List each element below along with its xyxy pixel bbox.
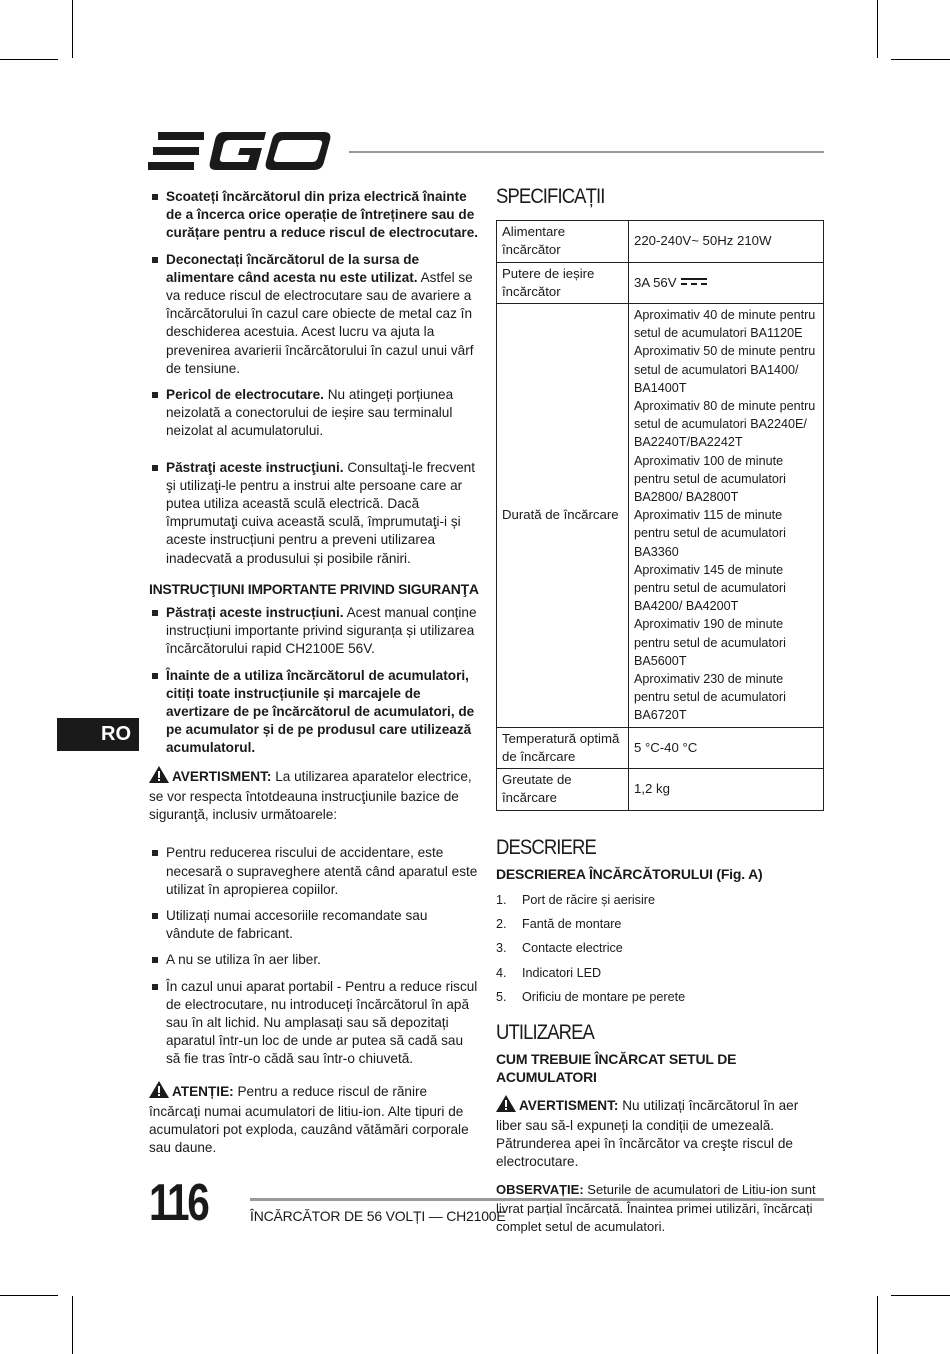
usage-heading: UTILIZAREA: [496, 1020, 594, 1044]
crop-mark: [0, 1295, 58, 1296]
footer-rule: [250, 1198, 824, 1201]
warning-block: AVERTISMENT: Nu utilizați încărcătorul în aer liber sau să-l expuneți la condiții de umezeală. Pătrunderea apei în încărcător va creşte riscul de electrocutare.: [496, 1095, 826, 1172]
table-row: Temperatură optimă de încărcare 5 °C-40 °C: [497, 727, 824, 768]
description-heading: DESCRIERE: [496, 835, 596, 859]
spec-heading: SPECIFICAȚII: [496, 185, 605, 208]
ego-logo: [148, 128, 333, 174]
table-row: Greutate de încărcare 1,2 kg: [497, 769, 824, 810]
spec-table: [496, 220, 824, 810]
crop-mark: [72, 0, 73, 58]
list-item: Înainte de a utiliza încărcătorul de acumulatori, citiți toate instrucțiunile și marcajele de avertizare de pe încărcătorul de acumulatori, de pe acumulator și de pe produsul care utilizează acumulatorul.: [149, 667, 479, 758]
usage-subheading: CUM TREBUIE ÎNCĂRCAT SETUL DE ACUMULATORI: [496, 1051, 737, 1086]
list-item: 5. Orificiu de montare pe perete: [496, 989, 686, 1004]
list-item: A nu se utiliza în aer liber.: [149, 951, 479, 969]
list-item: 2. Fantă de montare: [496, 917, 622, 932]
crop-mark: [891, 59, 950, 60]
warning-triangle-icon: [149, 766, 169, 788]
crop-mark: [0, 59, 58, 60]
list-item: În cazul unui aparat portabil - Pentru a reduce riscul de electrocutare, nu introduceți încărcătorul în apă sau în alt lichid. Nu amplasați sau să depozitați aparatul într-un loc de unde ar putea să cadă sau să fie tras într-o cădă sau într-o chiuvetă.: [149, 978, 479, 1069]
list-item: 1. Port de răcire și aerisire: [496, 892, 655, 907]
safety-heading: INSTRUCŢIUNI IMPORTANTE PRIVIND SIGURANŢA: [149, 580, 479, 597]
language-tab: RO: [57, 718, 139, 751]
crop-mark: [72, 1296, 73, 1354]
list-item: Pericol de electrocutare. Nu atingeți porțiunea neizolată a conectorului de ieșire sau terminalul neizolat al acumulatorului.: [149, 386, 479, 441]
crop-mark: [877, 1296, 878, 1354]
list-item: Pentru reducerea riscului de accidentare, este necesară o supraveghere atentă când aparatul este utilizat în apropierea copiilor.: [149, 844, 479, 899]
table-row: Putere de ieșire încărcător 3A 56V: [497, 262, 824, 303]
list-item: Deconectați încărcătorul de la sursa de alimentare când acesta nu este utilizat. Astfel se va reduce riscul de electrocutare sau de avariere a încărcătorului în cazul care obiecte de metal caz în deschiderea acestuia. Acest lucru va ajuta la prevenirea avarierii încărcătorului în cazul unui vârf de tensiune.: [149, 251, 479, 378]
list-item: 3. Contacte electrice: [496, 941, 623, 956]
list-item: Scoateți încărcătorul din priza electrică înainte de a încerca orice operație de întreținere sau de curățare pentru a reduce riscul de electrocutare.: [149, 188, 479, 243]
list-item: Păstrați aceste instrucțiuni. Acest manual conține instrucțiuni importante privind siguranța și utilizarea încărcătorului rapid CH2100E 56V.: [149, 604, 479, 659]
warning-triangle-icon: [149, 1081, 169, 1103]
footer-title: ÎNCĂRCĂTOR DE 56 VOLȚI — CH2100E: [250, 1208, 506, 1224]
warning-triangle-icon: [496, 1095, 516, 1117]
crop-mark: [891, 1295, 950, 1296]
crop-mark: [877, 0, 878, 58]
table-row: Durată de încărcare Aproximativ 40 de minute pentru setul de acumulatori BA1120E Aproximativ 50 de minute pentru setul de acumulatori BA1400/ BA1400T Aproximativ 80 de minute pentru setul de acumulatori BA2240E/ BA2240T/BA2242T Aproximativ 100 de minute pentru setul de acumulatori BA2800/ BA2800T Aproximativ 115 de minute pentru setul de acumulatori BA3360 Aproximativ 145 de minute pentru setul de acumulatori BA4200/ BA4200T Aproximativ 190 de minute pentru setul de acumulatori BA5600T Aproximativ 230 de minute pentru setul de acumulatori BA6720T: [497, 304, 824, 728]
header-rule: [349, 151, 824, 153]
dc-symbol-icon: [681, 274, 707, 292]
list-item: Păstraţi aceste instrucţiuni. Consultaţi-le frecvent şi utilizaţi-le pentru a instrui alte persoane care ar putea utiliza această sculă electrică. Dacă împrumutaţi cuiva această sculă, împrumutaţi-i și aceste instrucțiuni pentru a preveni utilizarea inadecvată a produsului și posibile răniri.: [149, 459, 479, 568]
caution-block: ATENȚIE: Pentru a reduce riscul de rănire încărcați numai acumulatori de litiu-ion. Alte tipuri de acumulatori pot exploda, cauzând vătămări corporale sau daune.: [149, 1081, 479, 1158]
parts-list: [496, 891, 826, 1006]
list-item: Utilizați numai accesoriile recomandate sau vândute de fabricant.: [149, 907, 479, 943]
warning-block: AVERTISMENT: La utilizarea aparatelor electrice, se vor respecta întotdeauna instrucţiunile bazice de siguranţă, inclusiv următoarele:: [149, 766, 479, 825]
list-item: 4. Indicatori LED: [496, 965, 602, 980]
note-block: OBSERVAȚIE: Seturile de acumulatori de Litiu-ion sunt livrat parțial încărcată. Înaintea primei utilizări, încărcați complet setul de acumulatori.: [496, 1182, 816, 1234]
left-column: [149, 188, 479, 1167]
right-column: [496, 185, 826, 1236]
description-subheading: DESCRIEREA ÎNCĂRCĂTORULUI (Fig. A): [496, 865, 763, 882]
page-number: 116: [149, 1174, 208, 1232]
table-row: Alimentare încărcător 220-240V~ 50Hz 210W: [497, 221, 824, 262]
